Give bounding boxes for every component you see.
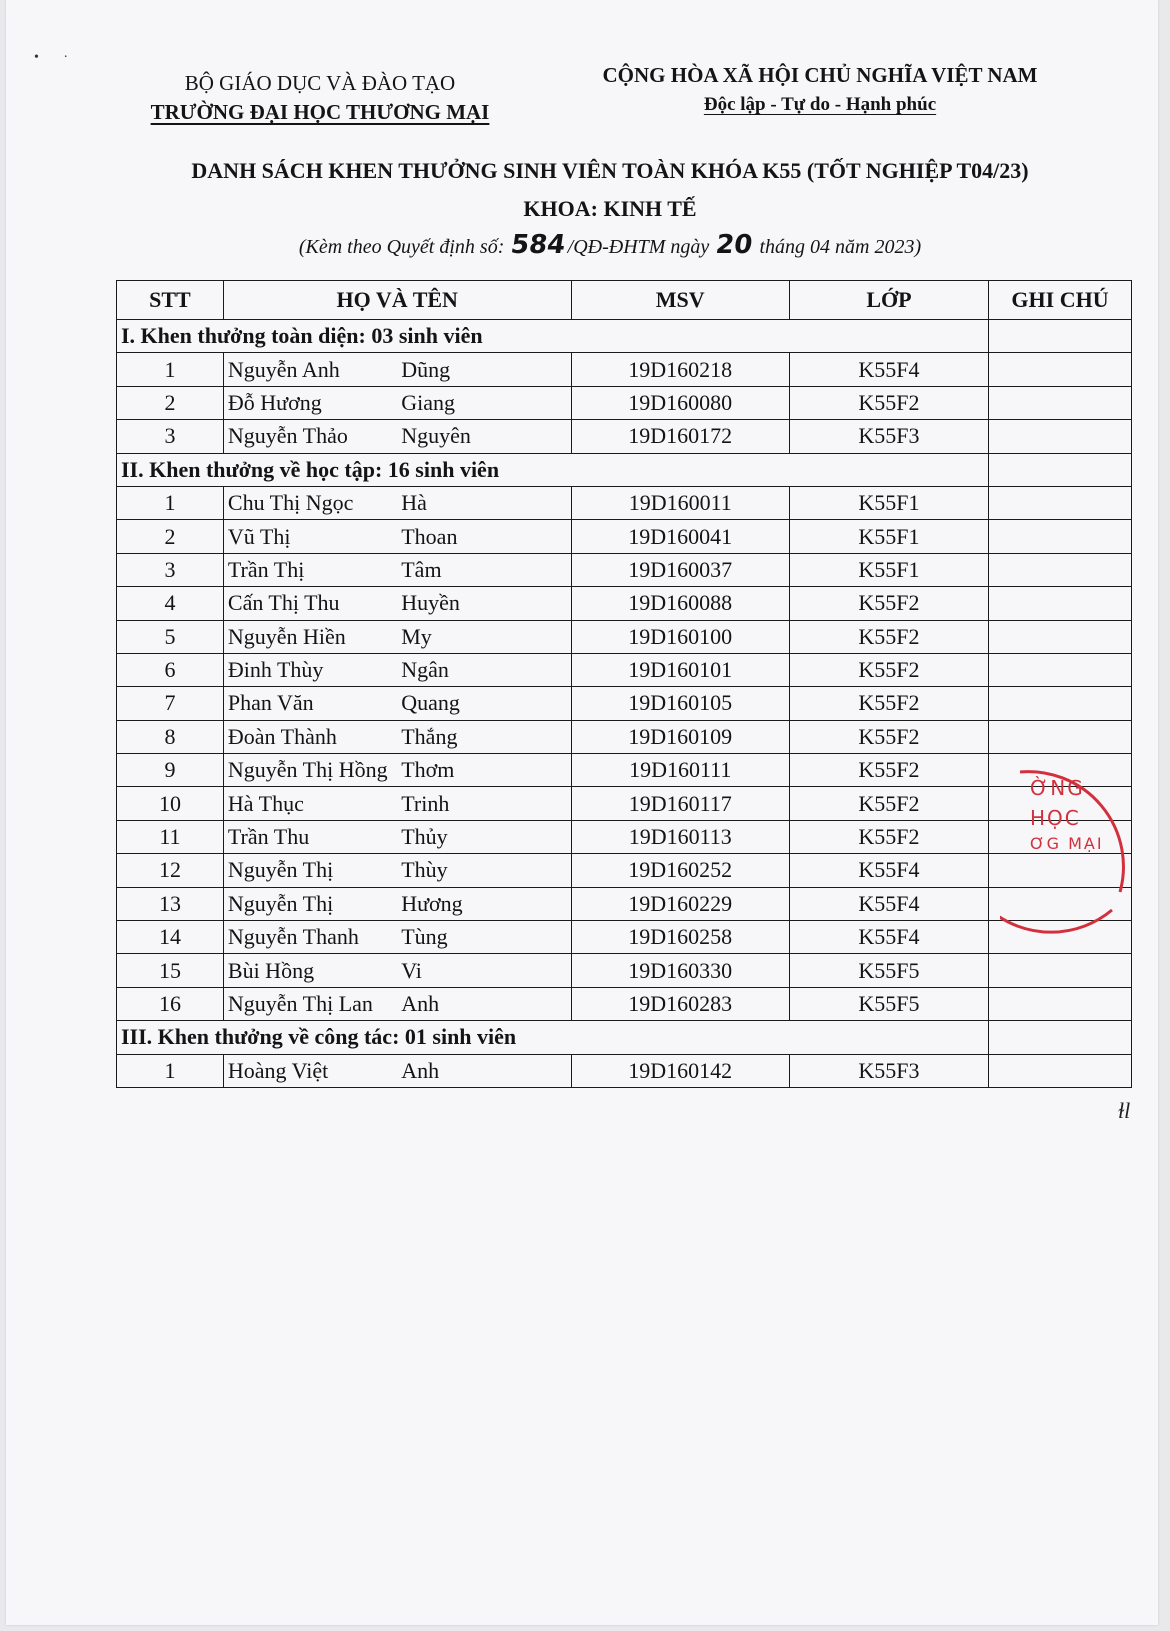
stt-cell: 8 <box>117 720 224 753</box>
note-cell <box>989 653 1132 686</box>
section-row <box>117 320 1132 353</box>
student-id-cell: 19D160100 <box>571 620 789 653</box>
section-title: III. Khen thưởng về công tác: 01 sinh viên <box>117 1021 989 1054</box>
class-cell: K55F2 <box>789 787 988 820</box>
class-cell: K55F4 <box>789 921 988 954</box>
note-cell <box>989 687 1132 720</box>
table-header-row <box>117 281 1132 320</box>
given-name-cell: Thắng <box>397 720 571 753</box>
surname-cell: Nguyễn Hiền <box>223 620 397 653</box>
surname-cell: Phan Văn <box>223 687 397 720</box>
note-cell <box>989 486 1132 519</box>
header-note: GHI CHÚ <box>989 281 1132 320</box>
student-id-cell: 19D160283 <box>571 987 789 1020</box>
note-cell <box>989 420 1132 453</box>
class-cell: K55F4 <box>789 854 988 887</box>
table-row <box>117 420 1132 453</box>
section-title: II. Khen thưởng về học tập: 16 sinh viên <box>117 453 989 486</box>
stt-cell: 14 <box>117 921 224 954</box>
stt-cell: 1 <box>117 486 224 519</box>
stt-cell: 6 <box>117 653 224 686</box>
table-row <box>117 1054 1132 1087</box>
stamp-text-line2: HỌC <box>1030 806 1081 830</box>
table-row <box>117 820 1132 853</box>
student-id-cell: 19D160252 <box>571 854 789 887</box>
school-name: TRƯỜNG ĐẠI HỌC THƯƠNG MẠI <box>150 100 490 124</box>
table-row <box>117 754 1132 787</box>
given-name-cell: Thủy <box>397 820 571 853</box>
note-cell <box>989 954 1132 987</box>
surname-cell: Đinh Thùy <box>223 653 397 686</box>
given-name-cell: Thùy <box>397 854 571 887</box>
stt-cell: 12 <box>117 854 224 887</box>
given-name-cell: Tùng <box>397 921 571 954</box>
decision-reference <box>120 230 1100 260</box>
class-cell: K55F1 <box>789 553 988 586</box>
student-id-cell: 19D160041 <box>571 520 789 553</box>
surname-cell: Vũ Thị <box>223 520 397 553</box>
student-id-cell: 19D160229 <box>571 887 789 920</box>
student-id-cell: 19D160011 <box>571 486 789 519</box>
stt-cell: 3 <box>117 553 224 586</box>
note-cell <box>989 921 1132 954</box>
student-id-cell: 19D160037 <box>571 553 789 586</box>
stt-cell: 11 <box>117 820 224 853</box>
surname-cell: Nguyễn Thị Hồng <box>223 754 397 787</box>
class-cell: K55F1 <box>789 520 988 553</box>
decision-middle: /QĐ-ĐHTM ngày <box>567 236 715 258</box>
student-id-cell: 19D160117 <box>571 787 789 820</box>
table-row <box>117 520 1132 553</box>
header-name: HỌ VÀ TÊN <box>223 281 571 320</box>
table-row <box>117 620 1132 653</box>
given-name-cell: Thoan <box>397 520 571 553</box>
surname-cell: Trần Thu <box>223 820 397 853</box>
stt-cell: 15 <box>117 954 224 987</box>
given-name-cell: Hà <box>397 486 571 519</box>
note-cell <box>989 720 1132 753</box>
table-row <box>117 553 1132 586</box>
stt-cell: 7 <box>117 687 224 720</box>
surname-cell: Hà Thục <box>223 787 397 820</box>
given-name-cell: Trinh <box>397 787 571 820</box>
decision-prefix: (Kèm theo Quyết định số: <box>298 236 510 258</box>
class-cell: K55F2 <box>789 653 988 686</box>
given-name-cell: Anh <box>397 987 571 1020</box>
stamp-text-line1: ỜNG <box>1030 776 1085 800</box>
stt-cell: 5 <box>117 620 224 653</box>
ministry-name: BỘ GIÁO DỤC VÀ ĐÀO TẠO <box>184 71 456 95</box>
scan-specks: • · <box>34 50 69 65</box>
student-id-cell: 19D160258 <box>571 921 789 954</box>
given-name-cell: Thơm <box>397 754 571 787</box>
class-cell: K55F5 <box>789 987 988 1020</box>
note-cell <box>989 887 1132 920</box>
national-motto: Độc lập - Tự do - Hạnh phúc <box>703 94 937 115</box>
note-cell <box>989 620 1132 653</box>
given-name-cell: Anh <box>397 1054 571 1087</box>
note-cell <box>989 353 1132 386</box>
student-id-cell: 19D160113 <box>571 820 789 853</box>
student-id-cell: 19D160111 <box>571 754 789 787</box>
class-cell: K55F1 <box>789 486 988 519</box>
note-cell <box>989 320 1132 353</box>
surname-cell: Chu Thị Ngọc <box>223 486 397 519</box>
table-body <box>117 320 1132 1088</box>
class-cell: K55F2 <box>789 587 988 620</box>
document-title: DANH SÁCH KHEN THƯỞNG SINH VIÊN TOÀN KHÓA K55 (TỐT NGHIỆP T04/23) <box>191 158 1029 183</box>
given-name-cell: Quang <box>397 687 571 720</box>
student-id-cell: 19D160330 <box>571 954 789 987</box>
surname-cell: Nguyễn Thị <box>223 854 397 887</box>
student-id-cell: 19D160109 <box>571 720 789 753</box>
student-id-cell: 19D160105 <box>571 687 789 720</box>
class-cell: K55F2 <box>789 687 988 720</box>
section-row <box>117 1021 1132 1054</box>
student-id-cell: 19D160101 <box>571 653 789 686</box>
section-row <box>117 453 1132 486</box>
table-row <box>117 687 1132 720</box>
note-cell <box>989 854 1132 887</box>
class-cell: K55F2 <box>789 720 988 753</box>
initials-signature: ɫl <box>1118 1098 1131 1123</box>
surname-cell: Nguyễn Anh <box>223 353 397 386</box>
given-name-cell: Ngân <box>397 653 571 686</box>
given-name-cell: Huyền <box>397 587 571 620</box>
stt-cell: 9 <box>117 754 224 787</box>
surname-cell: Bùi Hồng <box>223 954 397 987</box>
student-id-cell: 19D160088 <box>571 587 789 620</box>
class-cell: K55F4 <box>789 353 988 386</box>
table-row <box>117 587 1132 620</box>
given-name-cell: My <box>397 620 571 653</box>
surname-cell: Đoàn Thành <box>223 720 397 753</box>
surname-cell: Đỗ Hương <box>223 386 397 419</box>
surname-cell: Nguyễn Thảo <box>223 420 397 453</box>
given-name-cell: Dũng <box>397 353 571 386</box>
note-cell <box>989 386 1132 419</box>
class-cell: K55F3 <box>789 420 988 453</box>
table-row <box>117 987 1132 1020</box>
surname-cell: Nguyễn Thị <box>223 887 397 920</box>
surname-cell: Nguyễn Thanh <box>223 921 397 954</box>
table-row <box>117 921 1132 954</box>
note-cell <box>989 1054 1132 1087</box>
issuer-block <box>140 68 500 126</box>
table-row <box>117 720 1132 753</box>
surname-cell: Hoàng Việt <box>223 1054 397 1087</box>
table-row <box>117 954 1132 987</box>
student-id-cell: 19D160172 <box>571 420 789 453</box>
class-cell: K55F2 <box>789 754 988 787</box>
table-row <box>117 486 1132 519</box>
stt-cell: 1 <box>117 1054 224 1087</box>
table-row <box>117 386 1132 419</box>
country-name: CỘNG HÒA XÃ HỘI CHỦ NGHĨA VIỆT NAM <box>602 63 1038 87</box>
stt-cell: 1 <box>117 353 224 386</box>
table-row <box>117 787 1132 820</box>
decision-suffix: tháng 04 năm 2023) <box>754 236 922 258</box>
header-stt: STT <box>117 281 224 320</box>
award-table <box>116 280 1132 1088</box>
section-title: I. Khen thưởng toàn diện: 03 sinh viên <box>117 320 989 353</box>
given-name-cell: Giang <box>397 386 571 419</box>
surname-cell: Trần Thị <box>223 553 397 586</box>
note-cell <box>989 987 1132 1020</box>
class-cell: K55F5 <box>789 954 988 987</box>
table-row <box>117 887 1132 920</box>
stt-cell: 16 <box>117 987 224 1020</box>
note-cell <box>989 1021 1132 1054</box>
given-name-cell: Tâm <box>397 553 571 586</box>
national-heading <box>590 60 1050 120</box>
stt-cell: 13 <box>117 887 224 920</box>
student-id-cell: 19D160142 <box>571 1054 789 1087</box>
note-cell <box>989 453 1132 486</box>
note-cell <box>989 520 1132 553</box>
student-id-cell: 19D160080 <box>571 386 789 419</box>
note-cell <box>989 587 1132 620</box>
class-cell: K55F4 <box>789 887 988 920</box>
stt-cell: 4 <box>117 587 224 620</box>
header-msv: MSV <box>571 281 789 320</box>
given-name-cell: Vi <box>397 954 571 987</box>
faculty-name: KHOA: KINH TẾ <box>523 196 697 221</box>
stt-cell: 3 <box>117 420 224 453</box>
decision-day: 20 <box>714 230 755 260</box>
stt-cell: 10 <box>117 787 224 820</box>
class-cell: K55F2 <box>789 386 988 419</box>
table-row <box>117 353 1132 386</box>
surname-cell: Cấn Thị Thu <box>223 587 397 620</box>
stt-cell: 2 <box>117 520 224 553</box>
class-cell: K55F2 <box>789 620 988 653</box>
note-cell <box>989 553 1132 586</box>
class-cell: K55F3 <box>789 1054 988 1087</box>
stt-cell: 2 <box>117 386 224 419</box>
given-name-cell: Nguyên <box>397 420 571 453</box>
decision-number: 584 <box>509 230 568 260</box>
given-name-cell: Hương <box>397 887 571 920</box>
header-class: LỚP <box>789 281 988 320</box>
class-cell: K55F2 <box>789 820 988 853</box>
surname-cell: Nguyễn Thị Lan <box>223 987 397 1020</box>
table-row <box>117 653 1132 686</box>
table-row <box>117 854 1132 887</box>
stamp-text-line3: ƠG MẠI <box>1030 834 1104 853</box>
student-id-cell: 19D160218 <box>571 353 789 386</box>
